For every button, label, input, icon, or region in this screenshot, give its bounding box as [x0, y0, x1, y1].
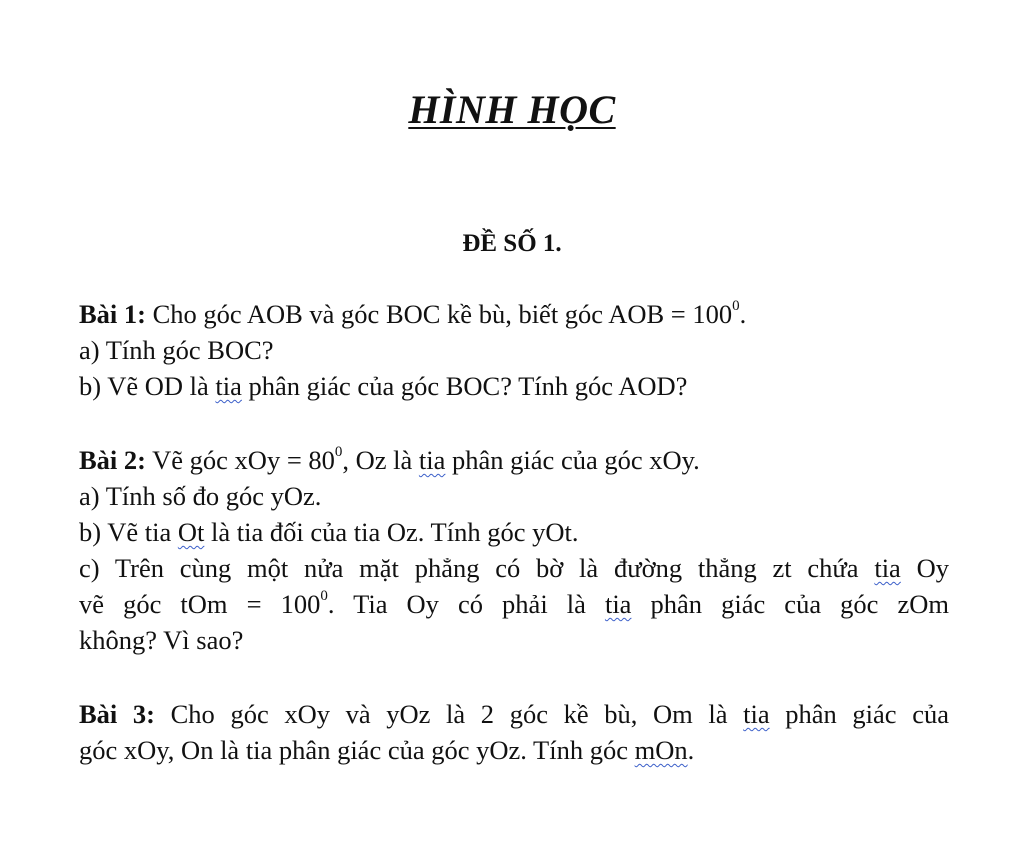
exercise-2-part-c2-mid: . Tia Oy có phải là: [327, 589, 605, 619]
exercise-3-l1-post: phân giác của: [769, 699, 949, 729]
exercise-2-text: Vẽ góc xOy = 80: [146, 445, 335, 475]
exercise-1-statement: [79, 296, 949, 332]
exercise-2-end: phân giác của góc xOy.: [445, 445, 700, 475]
exercise-2-part-b: [79, 514, 949, 550]
exercise-list: [79, 296, 949, 768]
exercise-1-part-b-post: phân giác của góc BOC? Tính góc AOD?: [241, 371, 688, 401]
exercise-1-part-a: a) Tính góc BOC?: [79, 335, 274, 365]
spellcheck-word: mOn: [634, 735, 688, 765]
exercise-1-part-b-pre: b) Vẽ OD là: [79, 371, 216, 401]
exercise-3-l2-end: .: [687, 735, 695, 765]
exercise-3-line-1: [79, 696, 949, 732]
exam-number-heading: ĐỀ SỐ 1.: [462, 230, 562, 257]
exercise-3-line-2: [79, 732, 949, 768]
exercise-2-part-a: a) Tính số đo góc yOz.: [79, 481, 322, 511]
exercise-3-label: Bài 3:: [79, 699, 155, 729]
exercise-2-label: Bài 2:: [79, 445, 146, 475]
spellcheck-word: tia: [604, 589, 632, 619]
exercise-1-part-b: [79, 368, 949, 404]
spacer: [79, 404, 949, 442]
spellcheck-word: tia: [215, 371, 242, 401]
exercise-3-l1-pre: Cho góc xOy và yOz là 2 góc kề bù, Om là: [155, 699, 744, 729]
exercise-2-part-b-post: là tia đối của tia Oz. Tính góc yOt.: [204, 517, 579, 547]
exercise-2-part-c-line-3: không? Vì sao?: [79, 625, 244, 655]
degree-superscript: 0: [334, 444, 343, 461]
spellcheck-word: tia: [874, 553, 901, 583]
spacer: [79, 658, 949, 696]
page-title: HÌNH HỌC: [408, 87, 616, 132]
exercise-3-l2-pre: góc xOy, On là tia phân giác của góc yOz. Tính góc: [79, 735, 635, 765]
spellcheck-word: tia: [418, 445, 446, 475]
degree-superscript: 0: [320, 588, 328, 605]
exercise-1-text: Cho góc AOB và góc BOC kề bù, biết góc AOB = 100: [146, 299, 733, 329]
exercise-2-mid: , Oz là: [342, 445, 419, 475]
exercise-1-label: Bài 1:: [79, 299, 146, 329]
exercise-2-part-c-line-1: [79, 550, 949, 586]
spellcheck-word: Ot: [177, 517, 205, 547]
spellcheck-word: tia: [743, 699, 770, 729]
exercise-2-part-c-line-2: [79, 586, 949, 622]
exercise-2-statement: [79, 442, 949, 478]
exercise-2-part-b-pre: b) Vẽ tia: [79, 517, 178, 547]
exercise-2-part-c2-pre: vẽ góc tOm = 100: [79, 589, 321, 619]
exercise-2-part-c2-post: phân giác của góc zOm: [631, 589, 949, 619]
exercise-2-part-c-post: Oy: [900, 553, 949, 583]
exercise-1-end: .: [739, 299, 747, 329]
degree-superscript: 0: [732, 298, 740, 315]
exercise-2-part-c-pre: c) Trên cùng một nửa mặt phẳng có bờ là đường thẳng zt chứa: [79, 553, 875, 583]
